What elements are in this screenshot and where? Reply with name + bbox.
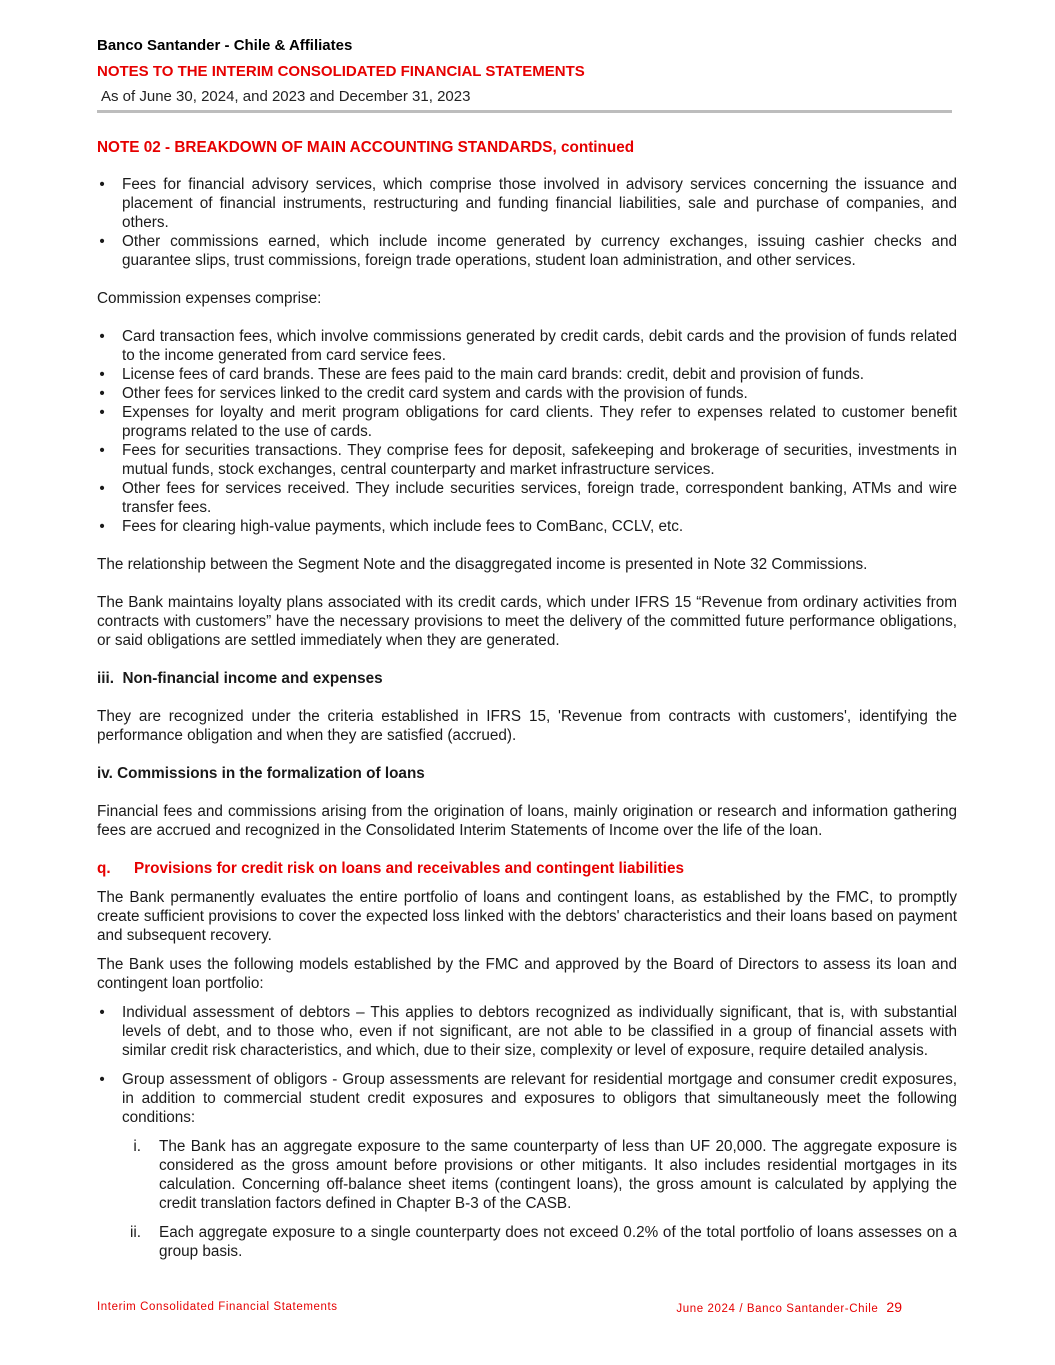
list-item: • Other fees for services received. They include securities services, foreign trade, correspondent banking, ATMs and wire transfer fees. (97, 479, 957, 517)
list-item: • Individual assessment of debtors – This applies to debtors recognized as individually significant, that is, with substantial levels of debt, and to those who, even if not significant, are not able to be classified in a group of financial assets with similar credit risk characteristics, and which, due to their size, complexity or level of exposure, require detailed analysis. (97, 1003, 957, 1060)
expense-bullet-list (97, 327, 957, 536)
bullet-icon: • (99, 233, 105, 250)
page-header (97, 36, 957, 113)
notes-title: NOTES TO THE INTERIM CONSOLIDATED FINANCIAL STATEMENTS (97, 63, 585, 80)
bullet-icon: • (99, 328, 105, 345)
bullet-icon: • (99, 1004, 105, 1021)
list-item: • Fees for clearing high-value payments, which include fees to ComBanc, CCLV, etc. (97, 517, 957, 536)
footer-left: Interim Consolidated Financial Statements (97, 1301, 338, 1313)
page-footer (97, 1299, 902, 1315)
bullet-icon: • (99, 442, 105, 459)
list-item: ii. Each aggregate exposure to a single counterparty does not exceed 0.2% of the total portfolio of loans assesses on a group basis. (129, 1224, 957, 1260)
section-q-heading: q. Provisions for credit risk on loans and receivables and contingent liabilities (97, 860, 684, 877)
section-q-paragraph-2: The Bank uses the following models established by the FMC and approved by the Board of Directors to assess its loan and contingent loan portfolio: (97, 956, 957, 992)
list-item: • Expenses for loyalty and merit program obligations for card clients. They refer to expenses related to customer benefit programs related to the use of cards. (97, 403, 957, 441)
assessment-bullet-list (97, 1003, 957, 1127)
list-item: • Group assessment of obligors - Group assessments are relevant for residential mortgage and consumer credit exposures, in addition to commercial student credit exposures and exposures to obligors that simultaneously meet the following conditions: (97, 1070, 957, 1127)
list-item: i. The Bank has an aggregate exposure to the same counterparty of less than UF 20,000. The aggregate exposure is considered as the gross amount before provisions or other mitigants. It also includes residential mortgages in its calculation. Concerning off-balance sheet items (contingent loans), the gross amount is calculated by applying the credit translation factors defined in Chapter B-3 of the CASB. (133, 1138, 957, 1212)
bullet-icon: • (99, 366, 105, 383)
footer-right: June 2024 / Banco Santander-Chile 29 (676, 1299, 902, 1315)
list-item: • Fees for securities transactions. They comprise fees for deposit, safekeeping and brokerage of securities, investments in mutual funds, stock exchanges, central counterparty and market infrastructure services. (97, 441, 957, 479)
company-name: Banco Santander - Chile & Affiliates (97, 37, 353, 54)
bullet-icon: • (99, 518, 105, 535)
list-item: • Other fees for services linked to the credit card system and cards with the provision of funds. (97, 384, 957, 403)
list-item: • Other commissions earned, which include income generated by currency exchanges, issuing cashier checks and guarantee slips, trust commissions, foreign trade operations, student loan administration, and other services. (97, 232, 957, 270)
section-iii-heading: iii. Non-financial income and expenses (97, 670, 383, 687)
note-title: NOTE 02 - BREAKDOWN OF MAIN ACCOUNTING STANDARDS, continued (97, 139, 635, 156)
section-iii-text: They are recognized under the criteria established in IFRS 15, 'Revenue from contracts with customers', identifying the performance obligation and when they are satisfied (accrued). (97, 708, 957, 744)
section-q-paragraph-1: The Bank permanently evaluates the entire portfolio of loans and contingent loans, as established by the FMC, to promptly create sufficient provisions to cover the expected loss linked with the debtors' characteristics and their loans based on payment and subsequent recovery. (97, 889, 957, 944)
list-item: • License fees of card brands. These are fees paid to the main card brands: credit, debit and provision of funds. (97, 365, 957, 384)
section-iv-heading: iv. Commissions in the formalization of loans (97, 765, 425, 782)
income-bullet-list (97, 175, 957, 270)
bullet-icon: • (99, 1071, 105, 1088)
bullet-icon: • (99, 404, 105, 421)
bullet-icon: • (99, 480, 105, 497)
page-number: 29 (886, 1299, 902, 1315)
document-page (97, 36, 957, 1261)
list-item: • Card transaction fees, which involve commissions generated by credit cards, debit cards and the provision of funds related to the income generated from card service fees. (97, 327, 957, 365)
bullet-icon: • (99, 385, 105, 402)
section-iv-text: Financial fees and commissions arising from the origination of loans, mainly origination or research and information gathering fees are accrued and recognized in the Consolidated Interim Statements of Income over the life of the loan. (97, 803, 957, 839)
list-item: • Fees for financial advisory services, which comprise those involved in advisory services concerning the issuance and placement of financial instruments, restructuring and funding financial liabilities, sale and purchase of companies, and others. (97, 175, 957, 232)
conditions-list (97, 1137, 957, 1261)
loyalty-paragraph: The Bank maintains loyalty plans associated with its credit cards, which under IFRS 15 “Revenue from ordinary activities from contracts with customers” have the necessary provisions to meet the delivery of the committed future performance obligations, or said obligations are settled immediately when they are generated. (97, 594, 957, 649)
segment-paragraph: The relationship between the Segment Note and the disaggregated income is presented in Note 32 Commissions. (97, 556, 868, 573)
bullet-icon: • (99, 176, 105, 193)
date-line: As of June 30, 2024, and 2023 and December 31, 2023 (101, 88, 471, 105)
expenses-intro: Commission expenses comprise: (97, 290, 322, 307)
header-divider (97, 110, 952, 113)
